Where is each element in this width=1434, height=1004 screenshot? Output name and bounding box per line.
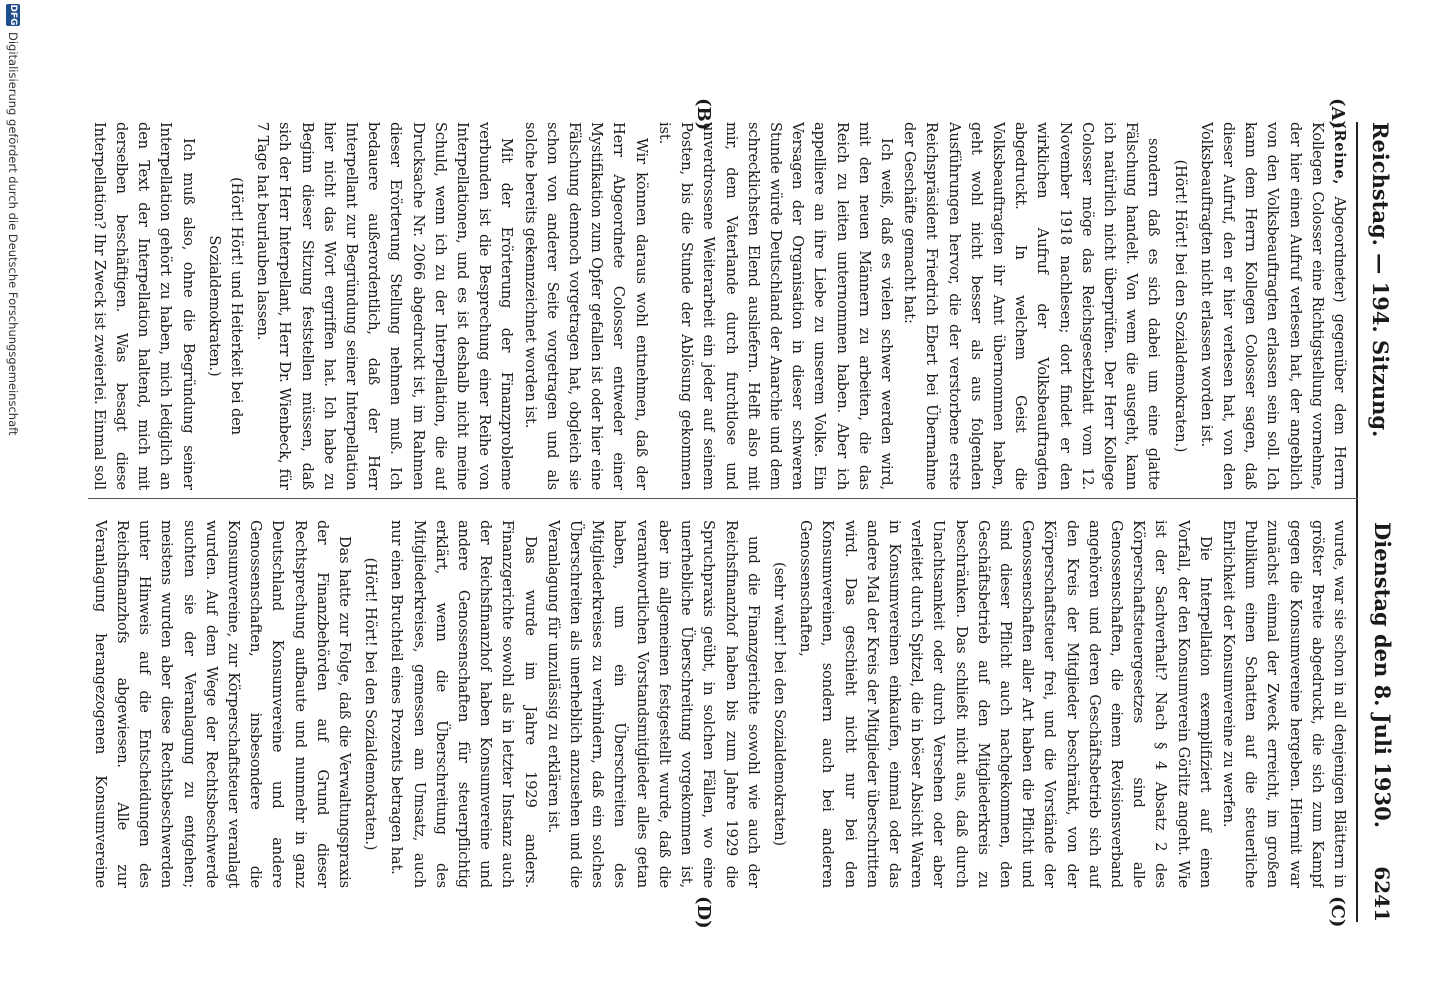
paragraph [1195, 122, 1350, 490]
margin-marker-d: (D) [693, 896, 714, 929]
left-column [90, 122, 1350, 490]
paragraph-text: Abgeordneter) gegenüber dem Herrn Kollegen Colosser eine Richtigstellung vornehme, der hier einen Aufruf verlesen hat, der angeblich von den Volksbeauftragten erlassen sein soll. Ich kann dem Herrn Kollegen Colosser sagen, daß dieser Aufruf, den er hier verlesen hat, von den Volksbeauftragten nicht erlassen worden ist. [1197, 122, 1348, 490]
interjection: (sehr wahr! bei den Sozialdemokraten) [770, 562, 788, 846]
right-column [90, 520, 1350, 888]
margin-marker-b: (B) [693, 98, 714, 131]
paragraph: Ich muß also, ohne die Begründung seiner Interpellation gehört zu haben, mich lediglich an den Text der Interpellation haltend, mich mit derselben beschäftigen. Was besagt diese Interpellation? Ihr Zweck ist zweierlei. Einmal soll [90, 122, 197, 490]
paragraph: Mit der Erörterung der Finanzprobleme verbunden ist die Besprechung einer Reihe von Interpellationen, und es ist deshalb nicht meine Schuld, wenn ich zu der Interpellation, die auf Drucksache Nr. 2066 abgedruckt ist, im Rahmen dieser Erörterung Stellung nehmen muß. Ich bedauere außerordentlich, daß der Herr Interpellant zur Begründung seiner Interpellation hier nicht das Wort ergriffen hat. Ich habe zu Beginn dieser Sitzung feststellen müssen, daß sich der Herr Interpellant, Herr Dr. Wienbeck, für 7 Tage hat beurlauben lassen. [254, 122, 516, 490]
paragraph: Das hatte zur Folge, daß die Verwaltungspraxis der Finanzbehörden auf Grund dieser Rechtsprechung aufbaute und nunmehr in ganz Deutschland Konsumvereine und andere Genossenschaften, insbesondere die Konsumvereine, zur Körperschaftsteuer veranlagt wurden. Auf dem Wege der Rechtsbeschwerde suchten sie der Veranlagung zu entgehen; meistens wurden aber diese Rechtsbeschwerden unter Hinweis auf die Entscheidungen des Reichsfinanzhofs abgewiesen. Alle zur Veranlagung herangezogenen Konsumvereine [91, 520, 354, 888]
header-left: Reichstag. — 194. Sitzung. [1368, 122, 1393, 438]
dfg-logo: DFG [8, 4, 18, 26]
paragraph: Das wurde im Jahre 1929 anders. Finanzgerichte sowohl als in letzter Instanz auch der Reichsfinanzhof haben Konsumvereine und andere Genossenschaften für steuerpflichtig erklärt, wenn die Überschreitung des Mitgliederkreises, gemessen am Umsatz, auch nur einen Bruchteil eines Prozents betragen hat. [388, 520, 539, 888]
interjection: (Hört! Hört! und Heiterkeit bei den Sozialdemokraten.) [205, 177, 246, 435]
page-number: 6241 [1370, 866, 1394, 922]
paragraph: Die Interpellation exemplifiziert auf einen Vorfall, der den Konsumverein Görlitz angeht. Wie ist der Sachverhalt? Nach § 4 Absatz 2 des Körperschaftsteuergesetzes sind alle Genossenschaften, die einem Revisionsverband angehören und deren Geschäftsbetrieb sich auf den Kreis der Mitglieder beschränkt, von der Körperschaftsteuer frei, und die Vorstände der Genossenschaften aller Art haben die Pflicht und sind dieser Pflicht auch nachgekommen, den Geschäftsbetrieb auf den Mitgliederkreis zu beschränken. Das schließt nicht aus, daß durch Unachtsamkeit oder durch Versehen oder aber verleitet durch Spitzel, die in böser Absicht Waren in Konsumvereinen einkaufen, einmal oder das andere Mal der Kreis der Mitglieder überschritten wird. Das geschieht nicht nur bei den Konsumvereinen, sondern auch bei anderen Genossenschaften, [797, 520, 1214, 888]
speaker-name: (Reine, [1331, 122, 1348, 186]
margin-marker-c: (C) [1327, 896, 1348, 928]
paragraph: Wir können daraus wohl entnehmen, daß der Herr Abgeordnete Colosser entweder einer Mystifikation zum Opfer gefallen ist oder hier eine Fälschung dennoch vorgetragen hat, obgleich sie schon von anderer Seite vorgetragen und als solche bereits gekennzeichnet worden ist. [521, 122, 650, 490]
interjection: (Hört! Hört! bei den Sozialdemokraten.) [1171, 159, 1189, 453]
margin-marker-a: (A) [1327, 98, 1348, 129]
interjection: (Hört! Hört! bei den Sozialdemokraten.) [362, 557, 380, 851]
digitization-footer [4, 0, 22, 1004]
quotation: Ich weiß, daß es vielen schwer werden wird, mit den neuen Männern zu arbeiten, die das Reich zu leiten unternommen haben. Aber ich appelliere an ihre Liebe zu unserem Volke. Ein Versagen der Organisation in dieser schweren Stunde würde Deutschland der Anarchie und dem schrecklichsten Elend ausliefern. Helft also mit mir, dem Vaterlande durch furchtlose und unverdrossene Weiterarbeit ein jeder auf seinem Posten, bis die Stunde der Ablösung gekommen ist. [655, 122, 895, 490]
header-rule [1356, 122, 1358, 922]
page-header [1368, 122, 1418, 922]
header-date: Dienstag den 8. Juli 1930. [1370, 522, 1395, 829]
paragraph: und die Finanzgerichte sowohl wie auch der Reichsfinanzhof haben bis zum Jahre 1929 die Spruchpraxis geübt, in solchen Fällen, wo eine unerhebliche Überschreitung vorgekommen ist, aber im allgemeinen festgestellt wurde, daß die verantwortlichen Vorstandsmitglieder alles getan haben, um ein Überschreiten des Mitgliederkreises zu verhindern, daß ein solches Überschreiten als unerheblich anzusehen und die Veranlagung für unzulässig zu erklären ist. [544, 520, 762, 888]
column-divider [88, 498, 1358, 499]
paragraph: sondern daß es sich dabei um eine glatte Fälschung handelt. Von wem die ausgeht, kann ich natürlich nicht überprüfen. Der Herr Kollege Colosser möge das Reichsgesetzblatt vom 12. November 1918 nachlesen; dort findet er den wirklichen Aufruf der Volksbeauftragten abgedruckt. In welchem Geist die Volksbeauftragten ihr Amt übernommen haben, geht wohl nicht besser als aus folgenden Ausführungen hervor, die der verstorbene erste Reichspräsident Friedrich Ebert bei Übernahme der Geschäfte gemacht hat: [901, 122, 1163, 490]
footer-text: Digitalisierung gefördert durch die Deutsche Forschungsgemeinschaft [6, 32, 20, 436]
paragraph: wurde, war sie schon in all denjenigen Blättern in größter Breite abgedruckt, die sich zum Kampf gegen die Konsumvereine hergeben. Hiermit war zunächst einmal der Zweck erreicht, im großen Publikum einen Schatten auf die steuerliche Ehrlichkeit der Konsumvereine zu werfen. [1219, 520, 1348, 888]
